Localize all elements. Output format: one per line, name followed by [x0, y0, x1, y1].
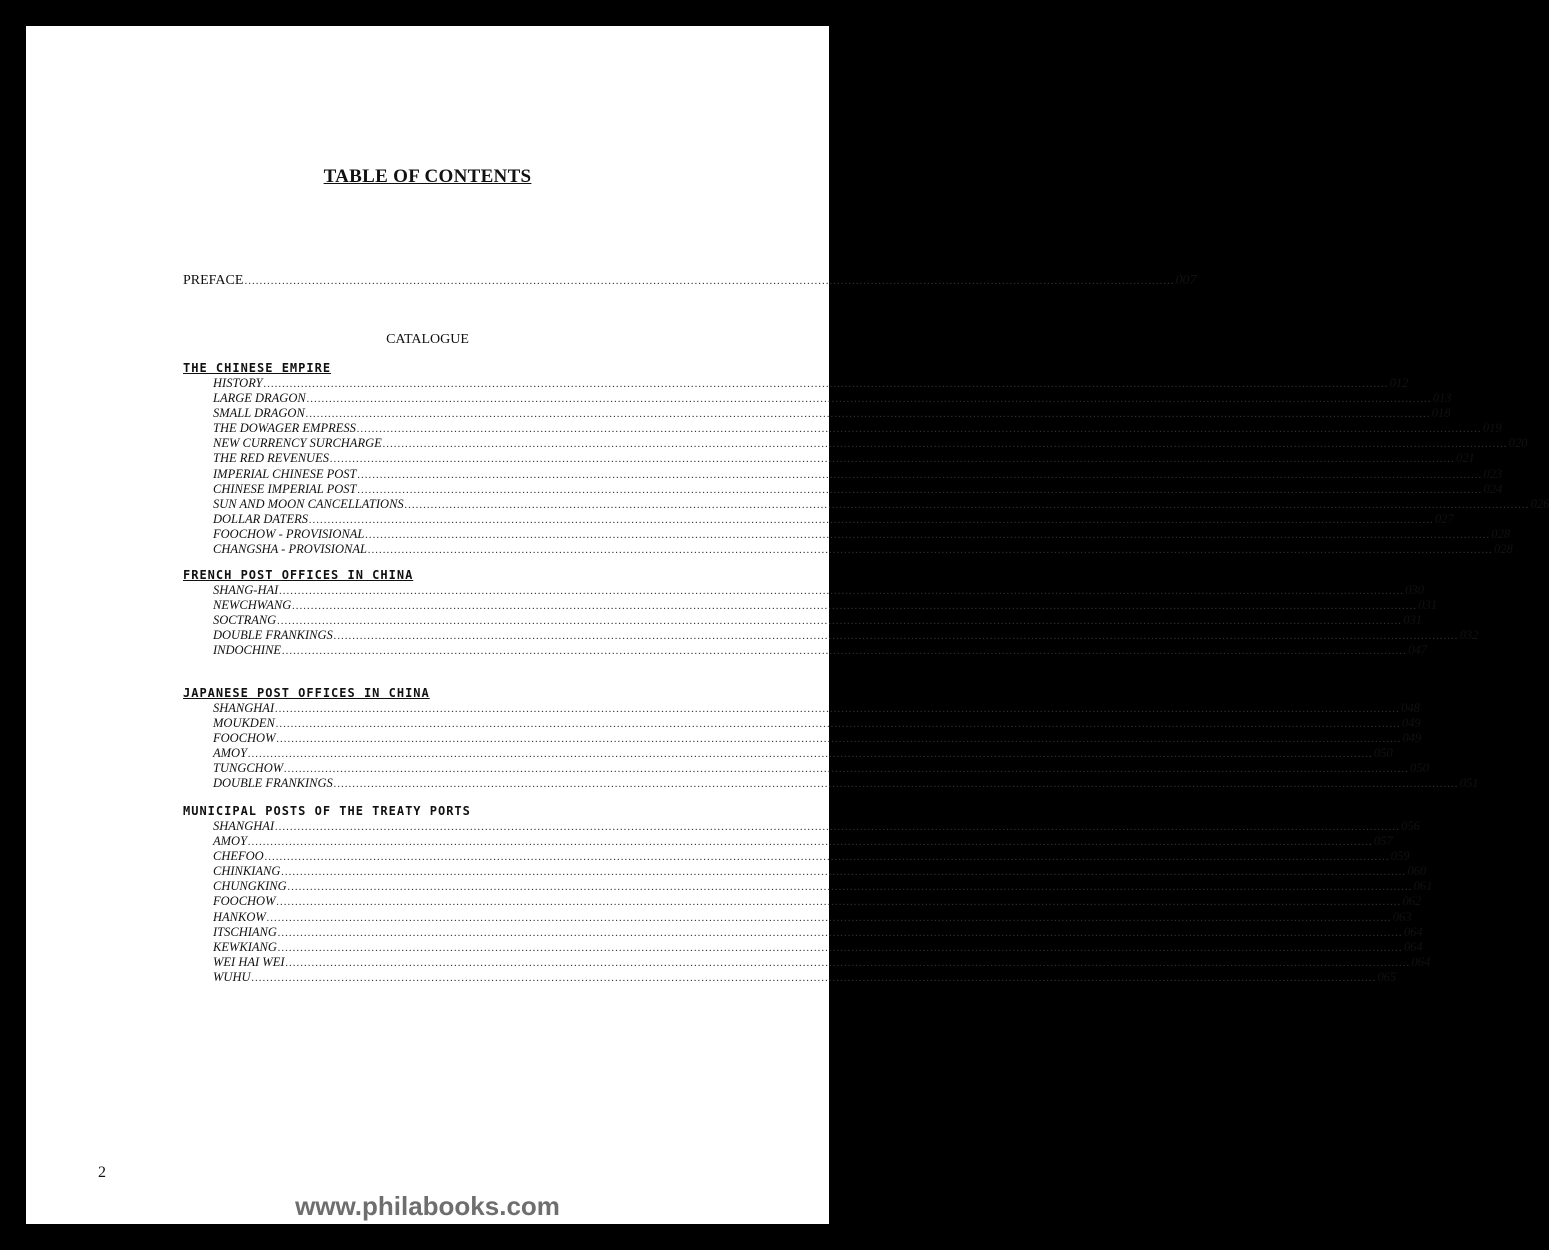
toc-entry-page: 064 — [1411, 954, 1431, 969]
toc-entry — [213, 406, 1451, 421]
toc-entry — [213, 969, 1397, 985]
toc-entry-page: 050 — [1410, 761, 1429, 776]
toc-entry-page: 064 — [1403, 939, 1423, 954]
dot-leader: ............................................................................................................................................................................................................................................................................................................ — [382, 438, 1508, 451]
toc-entry-label: THE RED REVENUES — [213, 451, 329, 466]
toc-entry-label: ITSCHIANG — [213, 924, 277, 939]
toc-entry-page: 064 — [1403, 924, 1423, 939]
toc-entry-label: LARGE DRAGON — [213, 391, 306, 406]
toc-entry-label: DOUBLE FRANKINGS — [213, 628, 333, 643]
toc-entry-label: SHANGHAI — [213, 819, 275, 833]
dot-leader: ............................................................................................................................................................................................................................................................................................................ — [282, 645, 1408, 658]
toc-entry — [213, 436, 1528, 451]
toc-entry — [213, 939, 1423, 955]
dot-leader: ............................................................................................................................................................................................................................................................................................................ — [365, 528, 1491, 541]
toc-entry-page: 026 — [1530, 496, 1549, 511]
toc-entry-page: 057 — [1374, 834, 1393, 849]
toc-entry-page: 059 — [1390, 849, 1410, 864]
toc-entry-page: 032 — [1459, 628, 1479, 643]
toc-entry-label: HANKOW — [213, 909, 266, 924]
toc-entry-page: 013 — [1432, 391, 1452, 406]
toc-entry-page: 031 — [1403, 613, 1422, 628]
dot-leader: ............................................................................................................................................................................................................................................................................................................ — [357, 483, 1483, 496]
toc-entry-label: CHINESE IMPERIAL POST — [213, 481, 357, 496]
page-title: TABLE OF CONTENTS — [323, 166, 532, 187]
toc-entry — [213, 511, 1454, 527]
toc-entry — [213, 391, 1452, 406]
toc-entry — [213, 598, 1438, 613]
dot-leader: ............................................................................................................................................................................................................................................................................................................ — [281, 866, 1407, 879]
dot-leader: ............................................................................................................................................................................................................................................................................................................ — [277, 615, 1403, 628]
toc-entry-label: WUHU — [213, 969, 251, 984]
preface-entry — [183, 273, 1197, 289]
toc-entry-label: SUN AND MOON CANCELLATIONS — [213, 496, 404, 511]
toc-section-chinese-empire — [183, 360, 1549, 557]
dot-leader: ............................................................................................................................................................................................................................................................................................................ — [333, 630, 1459, 643]
dot-leader: ........................................................................................................................................................................................................................................................ — [244, 275, 1175, 287]
toc-entry-page: 031 — [1418, 598, 1438, 613]
dot-leader: ............................................................................................................................................................................................................................................................................................................ — [264, 851, 1390, 864]
dot-leader: ............................................................................................................................................................................................................................................................................................................ — [275, 703, 1401, 715]
toc-entry — [213, 924, 1423, 940]
toc-entry-label: KEWKIANG — [213, 939, 277, 954]
dot-leader: ............................................................................................................................................................................................................................................................................................................ — [248, 836, 1374, 849]
toc-entry — [213, 776, 1479, 791]
dot-leader: ............................................................................................................................................................................................................................................................................................................ — [279, 585, 1405, 597]
toc-section-french-post-offices — [183, 567, 1479, 658]
toc-entry-label: FOOCHOW — [213, 731, 276, 746]
dot-leader: ............................................................................................................................................................................................................................................................................................................ — [263, 378, 1389, 390]
preface-page: 007 — [1175, 273, 1197, 288]
toc-entry-page: 018 — [1431, 406, 1451, 421]
toc-entry-label: CHANGSHA - PROVISIONAL — [213, 542, 367, 557]
toc-entry-page: 024 — [1483, 481, 1503, 496]
dot-leader: ............................................................................................................................................................................................................................................................................................................ — [333, 778, 1459, 791]
toc-entry-page: 030 — [1405, 583, 1425, 597]
toc-entry-page: 061 — [1413, 879, 1433, 894]
dot-leader: ............................................................................................................................................................................................................................................................................................................ — [276, 896, 1402, 909]
toc-entry-label: AMOY — [213, 834, 248, 849]
dot-leader: ............................................................................................................................................................................................................................................................................................................ — [306, 393, 1432, 406]
toc-entry-page: 021 — [1455, 451, 1475, 466]
dot-leader: ............................................................................................................................................................................................................................................................................................................ — [266, 911, 1392, 924]
toc-section-japanese-post-offices — [183, 685, 1479, 792]
toc-entry — [213, 542, 1513, 557]
section-heading: FRENCH POST OFFICES IN CHINA — [183, 568, 414, 582]
toc-entry-page: 049 — [1401, 716, 1421, 731]
toc-entry — [213, 643, 1427, 658]
dot-leader: ............................................................................................................................................................................................................................................................................................................ — [276, 733, 1402, 746]
dot-leader: ............................................................................................................................................................................................................................................................................................................ — [248, 748, 1374, 761]
toc-entry — [213, 481, 1503, 497]
toc-entry — [213, 819, 1420, 834]
toc-entry-label: TUNGCHOW — [213, 761, 284, 776]
toc-entry — [213, 864, 1427, 879]
toc-entry-label: CHUNGKING — [213, 879, 287, 894]
dot-leader: ............................................................................................................................................................................................................................................................................................................ — [305, 408, 1431, 421]
dot-leader: ............................................................................................................................................................................................................................................................................................................ — [277, 926, 1403, 939]
dot-leader: ............................................................................................................................................................................................................................................................................................................ — [404, 498, 1530, 511]
toc-entry-page: 027 — [1435, 511, 1454, 526]
toc-entry — [213, 894, 1422, 909]
toc-entry-page: 056 — [1401, 819, 1420, 833]
toc-entry — [213, 583, 1425, 598]
entry-list — [213, 701, 1479, 792]
dot-leader: ............................................................................................................................................................................................................................................................................................................ — [309, 513, 1435, 526]
toc-entry-page: 049 — [1402, 731, 1422, 746]
toc-entry-page: 050 — [1374, 746, 1393, 761]
toc-entry — [213, 716, 1421, 731]
toc-entry-page: 020 — [1508, 436, 1528, 451]
toc-entry-page: 023 — [1483, 466, 1503, 481]
entry-list — [213, 819, 1433, 985]
toc-entry-label: WEI HAI WEI — [213, 954, 285, 969]
toc-entry-label: CHEFOO — [213, 849, 264, 864]
toc-entry-label: SHANGHAI — [213, 701, 275, 715]
toc-entry-label: IMPERIAL CHINESE POST — [213, 466, 357, 481]
toc-entry-page: 060 — [1407, 864, 1427, 879]
toc-entry-label: SOCTRANG — [213, 613, 277, 628]
toc-entry — [213, 421, 1502, 436]
toc-entry-page: 047 — [1408, 643, 1427, 658]
toc-entry — [213, 954, 1431, 970]
toc-entry — [213, 761, 1429, 776]
toc-entry — [213, 376, 1409, 391]
toc-entry — [213, 834, 1393, 849]
toc-entry — [213, 451, 1475, 466]
toc-entry-label: INDOCHINE — [213, 643, 282, 658]
toc-entry — [213, 701, 1420, 716]
toc-entry — [213, 496, 1549, 512]
toc-entry — [213, 731, 1422, 746]
toc-entry-page: 065 — [1377, 969, 1397, 984]
toc-entry-label: DOUBLE FRANKINGS — [213, 776, 333, 791]
document-page — [26, 26, 1549, 1224]
toc-entry-label: NEW CURRENCY SURCHARGE — [213, 436, 382, 451]
toc-section-municipal-posts — [183, 803, 1433, 985]
toc-entry — [213, 613, 1422, 628]
dot-leader: ............................................................................................................................................................................................................................................................................................................ — [367, 544, 1493, 557]
catalogue-heading: CATALOGUE — [386, 332, 469, 347]
preface-label: PREFACE — [183, 273, 244, 288]
toc-entry-label: THE DOWAGER EMPRESS — [213, 421, 356, 436]
toc-entry-label: SHANG-HAI — [213, 583, 279, 597]
toc-entry — [213, 526, 1511, 542]
section-heading: THE CHINESE EMPIRE — [183, 361, 332, 375]
dot-leader: ............................................................................................................................................................................................................................................................................................................ — [329, 453, 1455, 466]
toc-entry-label: MOUKDEN — [213, 716, 275, 731]
toc-entry-page: 063 — [1392, 909, 1412, 924]
toc-entry-label: FOOCHOW - PROVISIONAL — [213, 526, 365, 541]
toc-entry-label: CHINKIANG — [213, 864, 281, 879]
page-number: 2 — [98, 1164, 106, 1181]
section-heading: MUNICIPAL POSTS OF THE TREATY PORTS — [183, 804, 471, 818]
toc-entry-page: 048 — [1401, 701, 1420, 715]
toc-entry-page: 051 — [1459, 776, 1479, 791]
dot-leader: ............................................................................................................................................................................................................................................................................................................ — [285, 956, 1411, 969]
toc-entry — [213, 879, 1433, 894]
toc-entry — [213, 628, 1479, 643]
entry-list — [213, 376, 1549, 557]
footer-url-watermark: www.philabooks.com — [295, 1191, 560, 1221]
toc-entry — [213, 909, 1412, 925]
dot-leader: ............................................................................................................................................................................................................................................................................................................ — [292, 600, 1418, 613]
toc-entry-label: AMOY — [213, 746, 248, 761]
dot-leader: ............................................................................................................................................................................................................................................................................................................ — [356, 423, 1482, 436]
dot-leader: ............................................................................................................................................................................................................................................................................................................ — [287, 881, 1413, 894]
toc-entry-page: 012 — [1389, 376, 1409, 390]
toc-entry-page: 019 — [1482, 421, 1502, 436]
toc-entry — [213, 466, 1503, 482]
dot-leader: ............................................................................................................................................................................................................................................................................................................ — [275, 821, 1401, 833]
toc-entry-label: SMALL DRAGON — [213, 406, 305, 421]
toc-entry-label: DOLLAR DATERS — [213, 511, 309, 526]
toc-entry — [213, 746, 1393, 761]
dot-leader: ............................................................................................................................................................................................................................................................................................................ — [277, 941, 1403, 954]
toc-entry-label: FOOCHOW — [213, 894, 276, 909]
dot-leader: ............................................................................................................................................................................................................................................................................................................ — [357, 468, 1483, 481]
toc-entry-page: 062 — [1402, 894, 1422, 909]
entry-list — [213, 583, 1479, 658]
toc-entry-label: NEWCHWANG — [213, 598, 292, 613]
dot-leader: ............................................................................................................................................................................................................................................................................................................ — [275, 718, 1401, 731]
dot-leader: ............................................................................................................................................................................................................................................................................................................ — [251, 971, 1377, 984]
dot-leader: ............................................................................................................................................................................................................................................................................................................ — [284, 763, 1410, 776]
toc-entry-page: 028 — [1493, 542, 1513, 557]
toc-entry-label: HISTORY — [213, 376, 263, 390]
section-heading: JAPANESE POST OFFICES IN CHINA — [183, 686, 430, 700]
toc-entry — [213, 849, 1410, 864]
toc-entry-page: 028 — [1491, 526, 1511, 541]
